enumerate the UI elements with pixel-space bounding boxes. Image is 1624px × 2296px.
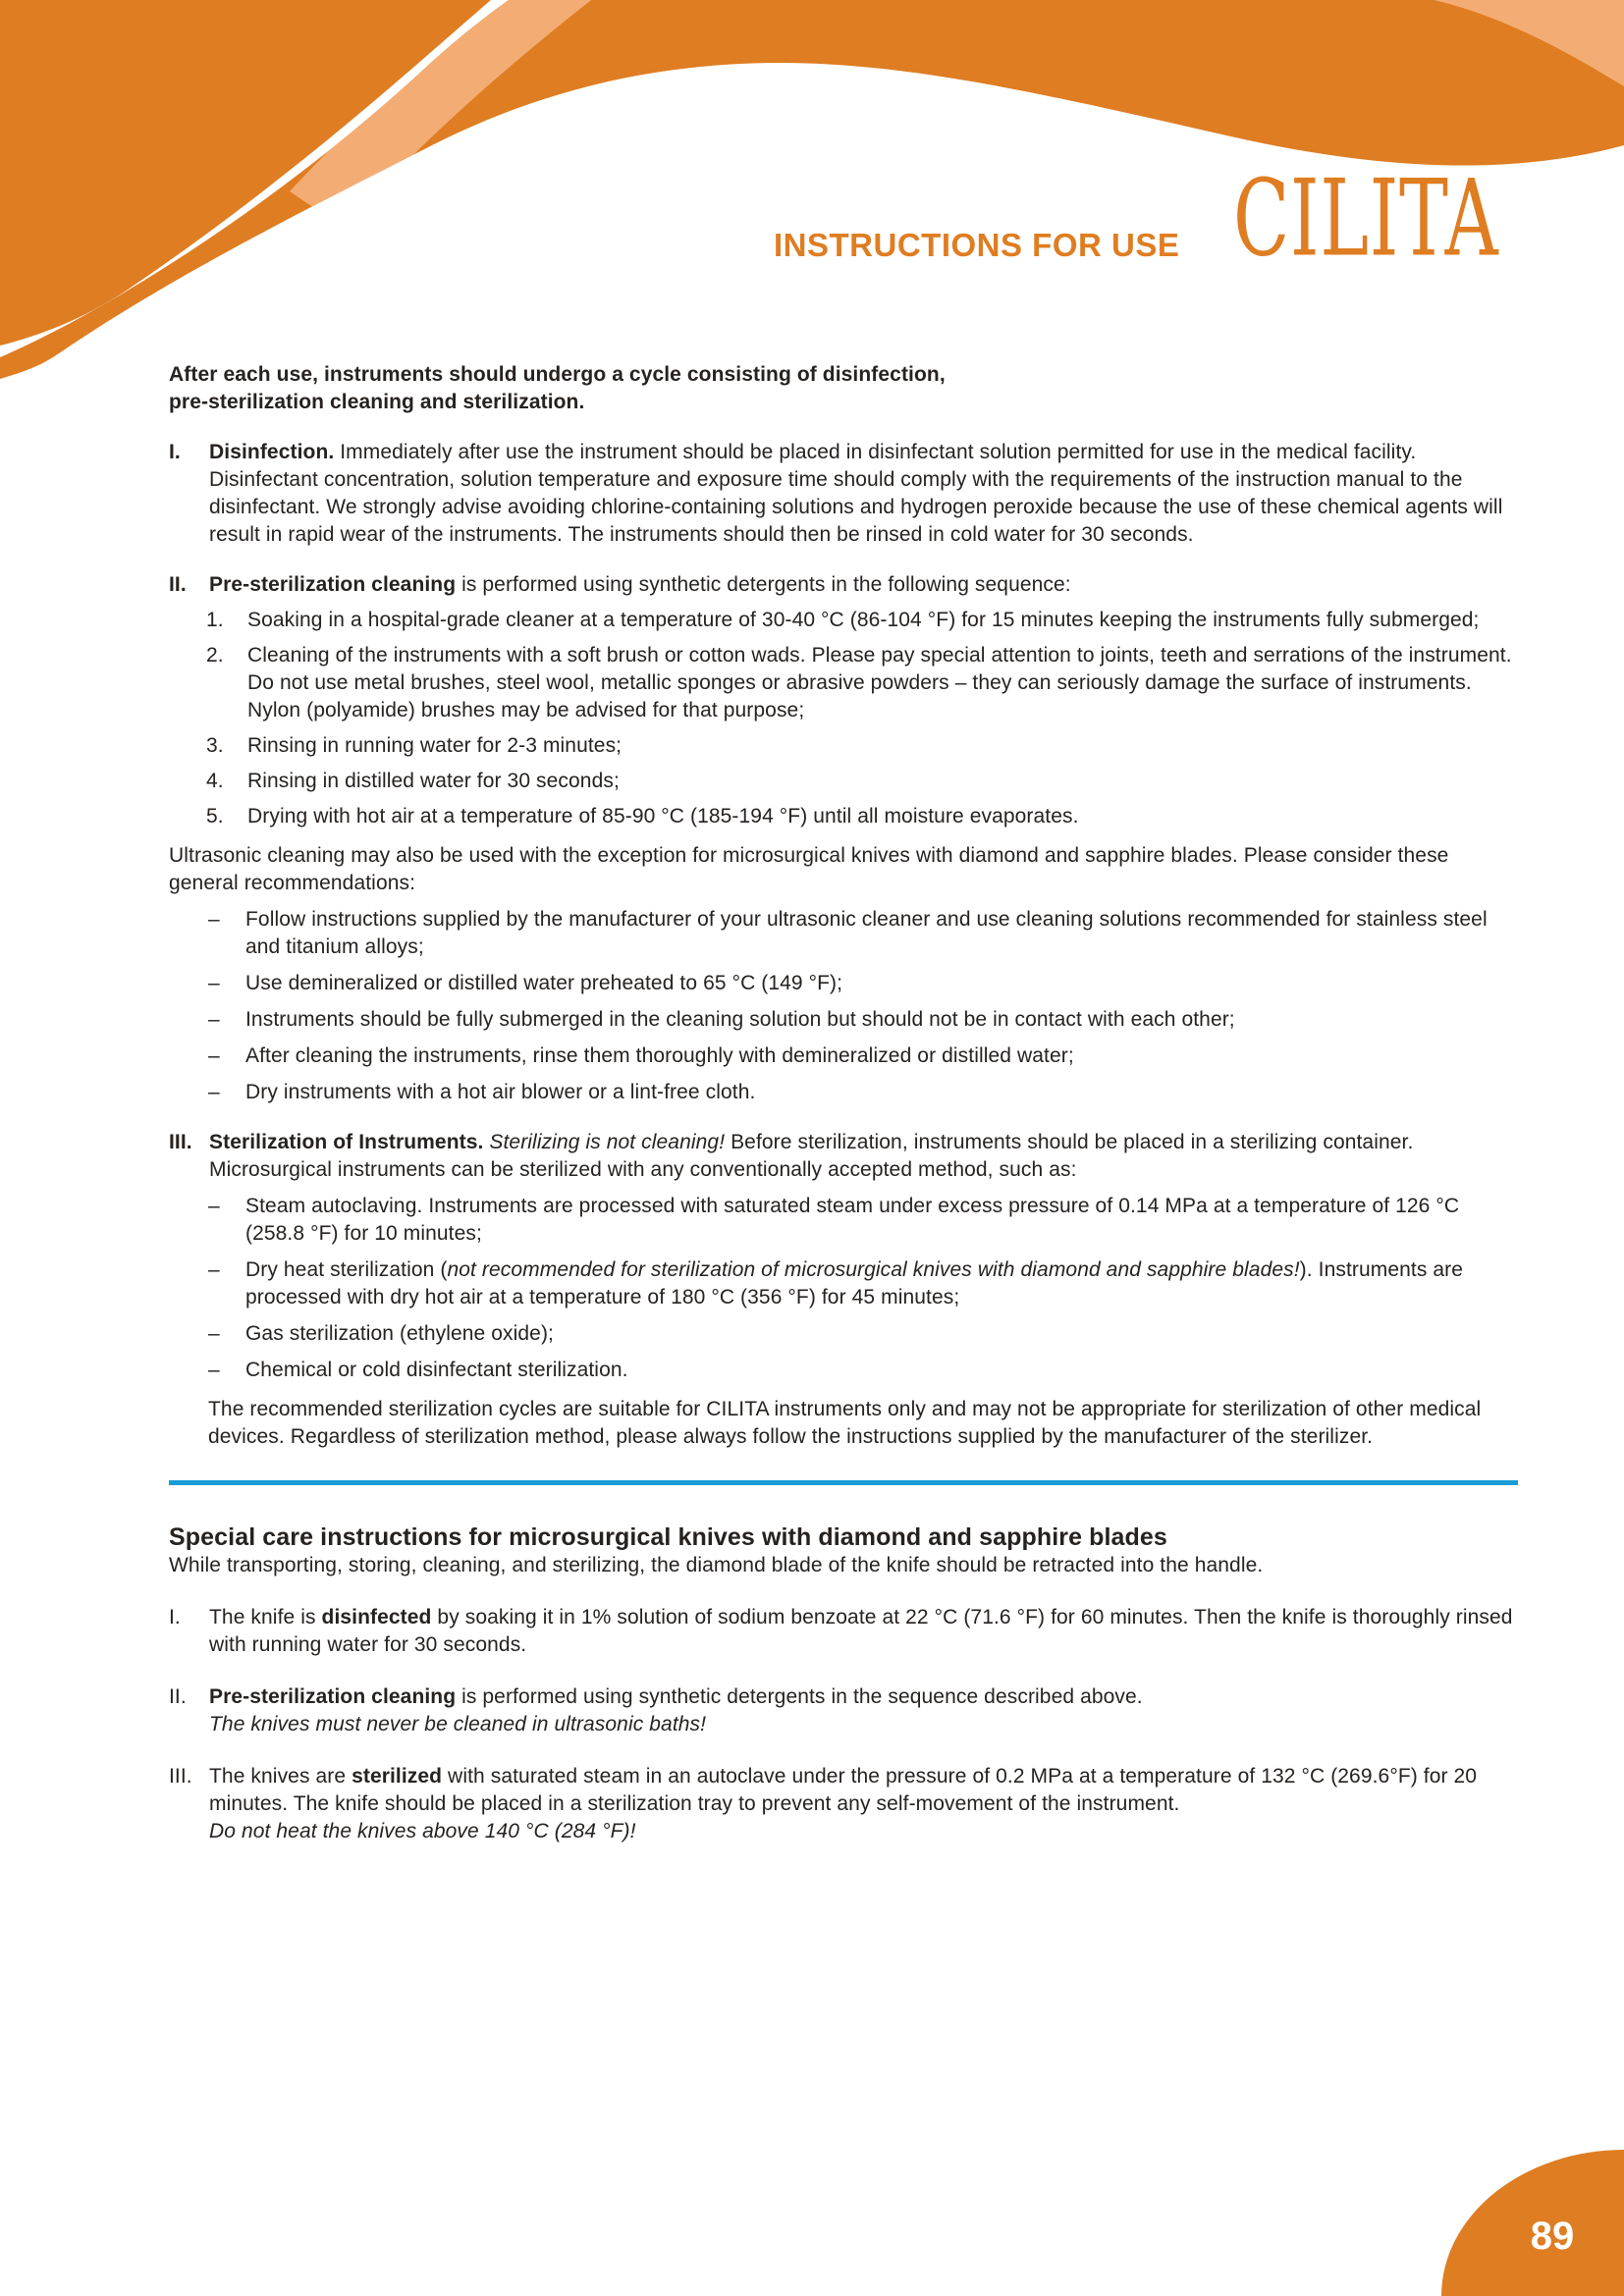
roman-marker: I.: [169, 1606, 181, 1629]
item-bold-run: sterilized: [352, 1765, 443, 1788]
item-text-run: ). Instruments are processed with dry hot air at a temperature of 180 °C (356 °F) for 45 minutes;: [245, 1258, 1464, 1308]
item-text-run: is performed using synthetic detergents in the sequence described above.: [456, 1685, 1143, 1708]
dash-marker: –: [208, 1044, 220, 1067]
page-number: 89: [1530, 2215, 1575, 2258]
item-text: Drying with hot air at a temperature of 85-90 °C (185-194 °F) until all moisture evaporates.: [247, 805, 1079, 828]
paragraph: [209, 1129, 1518, 1184]
roman-marker: I.: [169, 441, 181, 463]
item-body: [209, 1683, 1518, 1738]
paragraph-text: The recommended sterilization cycles are suitable for CILITA instruments only and may not be appropriate for sterilization of other medical devices. Regardless of sterilization method, please always follow the instructions supplied by the manufacturer of the sterilizer.: [208, 1398, 1482, 1448]
paragraph: [209, 1604, 1518, 1659]
dash-item: [208, 1042, 1518, 1070]
item-text: [245, 1256, 1518, 1311]
section-title: Sterilization of Instruments.: [209, 1131, 484, 1153]
brand-logo: CILITA: [1233, 155, 1499, 281]
section-presterilization: [169, 571, 1518, 599]
item-number: 1.: [206, 609, 224, 631]
dash-item: [208, 1320, 1518, 1348]
header-subtitle: INSTRUCTIONS FOR USE: [774, 227, 1180, 263]
section-divider: [169, 1480, 1518, 1485]
paragraph: [209, 1683, 1518, 1711]
dash-marker: –: [208, 1081, 220, 1103]
section-text: Before sterilization, instruments should be placed in a sterilizing container. Microsurgical instruments can be sterilized with any conventionally accepted method, such as:: [209, 1131, 1414, 1181]
dash-item: [208, 1193, 1518, 1248]
sterilization-closing-paragraph: [208, 1396, 1518, 1451]
item-text: Follow instructions supplied by the manufacturer of your ultrasonic cleaner and use cleaning solutions recommended for stainless steel and titanium alloys;: [245, 908, 1488, 958]
section-disinfection: [169, 439, 1518, 549]
paragraph: [209, 439, 1518, 549]
numbered-item: [169, 642, 1518, 724]
item-text-run: by soaking it in 1% solution of sodium benzoate at 22 °C (71.6 °F) for 60 minutes. Then the knife is thoroughly rinsed with running water for 30 seconds.: [209, 1606, 1513, 1656]
item-text-run: with saturated steam in an autoclave under the pressure of 0.2 MPa at a temperature of 132 °C (269.6°F) for 20 minutes. The knife should be placed in a sterilization tray to prevent any self-movement of the instrument.: [209, 1765, 1478, 1815]
numbered-item: [169, 803, 1518, 830]
dash-marker: –: [208, 908, 220, 931]
paragraph: [209, 571, 1518, 599]
item-text-run: The knives are: [209, 1765, 352, 1788]
section-body: [209, 1129, 1518, 1184]
dash-item: [208, 1079, 1518, 1106]
section-body: [209, 571, 1518, 599]
dash-item: [208, 970, 1518, 997]
numbered-item: [169, 732, 1518, 760]
item-text: [245, 1320, 1518, 1348]
item-text-run: Chemical or cold disinfectant sterilization.: [245, 1359, 628, 1381]
item-text: [245, 1193, 1518, 1248]
dash-marker: –: [208, 1258, 220, 1281]
dash-marker: –: [208, 1322, 220, 1345]
swoosh-left-block: [0, 0, 491, 346]
dash-marker: –: [208, 1359, 220, 1381]
roman-marker: II.: [169, 573, 187, 596]
special-care-intro: While transporting, storing, cleaning, and sterilizing, the diamond blade of the knife should be retracted into the handle.: [169, 1554, 1264, 1576]
dash-marker: –: [208, 1008, 220, 1031]
item-text-run: The knife is: [209, 1606, 322, 1629]
roman-marker: III.: [169, 1765, 192, 1788]
numbered-item: [169, 607, 1518, 634]
item-warning-note: Do not heat the knives above 140 °C (284 °F)!: [209, 1820, 636, 1842]
document-content: [169, 361, 1518, 1845]
intro-statement: [169, 361, 1518, 416]
item-body: [209, 1604, 1518, 1659]
item-bold-run: Pre-sterilization cleaning: [209, 1685, 457, 1708]
section-title: Disinfection.: [209, 441, 335, 463]
section-text: Immediately after use the instrument should be placed in disinfectant solution permitted for use in the medical facility. Disinfectant concentration, solution temperature and exposure time should comply with the requirements of the instruction manual to the disinfectant. We strongly advise avoiding chlorine-containing solutions and hydrogen peroxide because the use of these chemical agents will result in rapid wear of the instruments. The instruments should then be rinsed in cold water for 30 seconds.: [209, 441, 1503, 546]
paragraph: [209, 1763, 1518, 1818]
item-text: After cleaning the instruments, rinse them thoroughly with demineralized or distilled water;: [245, 1044, 1074, 1067]
dash-marker: –: [208, 1195, 220, 1217]
item-number: 5.: [206, 805, 224, 828]
item-text-run: Dry heat sterilization (: [245, 1258, 448, 1281]
dash-item: [208, 1006, 1518, 1034]
section-title: Pre-sterilization cleaning: [209, 573, 457, 596]
item-text: Cleaning of the instruments with a soft brush or cotton wads. Please pay special attention to joints, teeth and serrations of the instrument. Do not use metal brushes, steel wool, metallic sponges or abrasive powders – they can seriously damage the surface of instruments. Nylon (polyamide) brushes may be advised for that purpose;: [247, 644, 1512, 721]
dash-item: [208, 906, 1518, 961]
dash-item: [208, 1256, 1518, 1311]
special-item-disinfected: [169, 1604, 1518, 1659]
item-text: [245, 1357, 1518, 1384]
item-number: 4.: [206, 770, 224, 792]
paragraph: [169, 842, 1518, 897]
section-text: is performed using synthetic detergents in the following sequence:: [456, 573, 1071, 596]
intro-line-1: After each use, instruments should undergo a cycle consisting of disinfection,: [169, 363, 946, 386]
roman-marker: II.: [169, 1685, 187, 1708]
paragraph-text: Ultrasonic cleaning may also be used with the exception for microsurgical knives with diamond and sapphire blades. Please consider these general recommendations:: [169, 844, 1449, 894]
section-sterilization: [169, 1129, 1518, 1184]
dash-item: [208, 1357, 1518, 1384]
dash-marker: –: [208, 972, 220, 994]
item-text: Use demineralized or distilled water preheated to 65 °C (149 °F);: [245, 972, 843, 994]
item-text-run: Steam autoclaving. Instruments are processed with saturated steam under excess pressure of 0.14 MPa at a temperature of 126 °C (258.8 °F) for 10 minutes;: [245, 1195, 1460, 1245]
section-italic: Sterilizing is not cleaning!: [483, 1131, 726, 1153]
item-text: Rinsing in distilled water for 30 seconds;: [247, 770, 620, 792]
section-body: [209, 439, 1518, 549]
item-text-run: Gas sterilization (ethylene oxide);: [245, 1322, 554, 1345]
item-text: Instruments should be fully submerged in the cleaning solution but should not be in contact with each other;: [245, 1008, 1235, 1031]
intro-line-2: pre-sterilization cleaning and sterilization.: [169, 391, 585, 413]
item-text: Soaking in a hospital-grade cleaner at a temperature of 30-40 °C (86-104 °F) for 15 minutes keeping the instruments fully submerged;: [247, 609, 1480, 631]
roman-marker: III.: [169, 1131, 192, 1153]
item-text: Rinsing in running water for 2-3 minutes;: [247, 734, 623, 757]
item-number: 2.: [206, 644, 224, 667]
item-number: 3.: [206, 734, 224, 757]
special-item-sterilized: [169, 1763, 1518, 1845]
item-italic-run: not recommended for sterilization of microsurgical knives with diamond and sapphire blades!: [447, 1258, 1300, 1281]
special-care-heading: Special care instructions for microsurgical knives with diamond and sapphire blades: [169, 1523, 1167, 1551]
item-body: [209, 1763, 1518, 1845]
item-warning-note: The knives must never be cleaned in ultrasonic baths!: [209, 1713, 707, 1735]
ultrasonic-note: [169, 842, 1518, 897]
special-item-cleaning: [169, 1683, 1518, 1738]
numbered-item: [169, 768, 1518, 795]
item-bold-run: disinfected: [321, 1606, 432, 1629]
item-text: Dry instruments with a hot air blower or a lint-free cloth.: [245, 1081, 756, 1103]
